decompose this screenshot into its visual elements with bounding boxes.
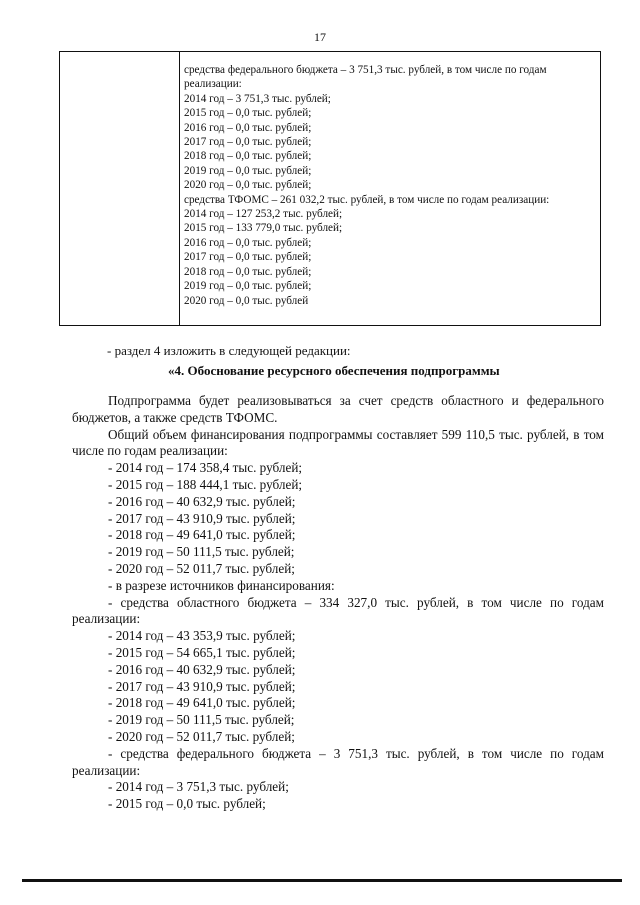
regional-year-item: - 2017 год – 43 910,9 тыс. рублей; <box>108 678 296 694</box>
table-line: реализации: <box>184 78 242 91</box>
table-line: 2015 год – 0,0 тыс. рублей; <box>184 107 312 120</box>
table-line: средства ТФОМС – 261 032,2 тыс. рублей, в том числе по годам реализации: <box>184 193 550 206</box>
table-line: средства федерального бюджета – 3 751,3 тыс. рублей, в том числе по годам <box>184 64 547 76</box>
sources-intro: - в разрезе источников финансирования: <box>108 577 335 593</box>
table-column-divider <box>179 52 180 325</box>
table-line: 2019 год – 0,0 тыс. рублей; <box>184 164 312 177</box>
total-year-item: - 2020 год – 52 011,7 тыс. рублей; <box>108 560 295 576</box>
table-cell-content <box>184 63 596 308</box>
regional-budget-intro: - средства областного бюджета – 334 327,0 тыс. рублей, в том числе по годам реализации: <box>72 594 604 627</box>
table-line: 2020 год – 0,0 тыс. рублей; <box>184 179 312 192</box>
section-edit-instruction: - раздел 4 изложить в следующей редакции: <box>107 343 351 358</box>
funding-table <box>59 51 601 326</box>
total-year-item: - 2019 год – 50 111,5 тыс. рублей; <box>108 544 295 560</box>
paragraph-total: Общий объем финансирования подпрограммы составляет 599 110,5 тыс. рублей, в том числе по годам реализации: <box>72 426 604 459</box>
table-line: 2014 год – 3 751,3 тыс. рублей; <box>184 92 331 105</box>
table-line: 2016 год – 0,0 тыс. рублей; <box>184 236 312 249</box>
table-line: 2020 год – 0,0 тыс. рублей <box>184 294 309 307</box>
regional-year-item: - 2016 год – 40 632,9 тыс. рублей; <box>108 661 296 677</box>
regional-year-item: - 2018 год – 49 641,0 тыс. рублей; <box>108 695 296 711</box>
table-line: 2019 год – 0,0 тыс. рублей; <box>184 280 312 293</box>
table-line: 2018 год – 0,0 тыс. рублей; <box>184 265 312 278</box>
total-year-item: - 2018 год – 49 641,0 тыс. рублей; <box>108 527 296 543</box>
total-year-item: - 2017 год – 43 910,9 тыс. рублей; <box>108 510 296 526</box>
section-body <box>72 393 604 813</box>
federal-year-item: - 2015 год – 0,0 тыс. рублей; <box>108 796 266 812</box>
page-number: 17 <box>314 30 326 44</box>
federal-year-item: - 2014 год – 3 751,3 тыс. рублей; <box>108 779 289 795</box>
table-line: 2015 год – 133 779,0 тыс. рублей; <box>184 222 343 235</box>
footer-rule <box>22 879 622 882</box>
federal-budget-intro: - средства федерального бюджета – 3 751,3 тыс. рублей, в том числе по годам реализации: <box>72 745 604 778</box>
table-line: 2017 год – 0,0 тыс. рублей; <box>184 251 312 264</box>
total-year-item: - 2016 год – 40 632,9 тыс. рублей; <box>108 493 296 509</box>
regional-year-item: - 2019 год – 50 111,5 тыс. рублей; <box>108 712 295 728</box>
total-year-item: - 2015 год – 188 444,1 тыс. рублей; <box>108 476 303 492</box>
regional-year-item: - 2020 год – 52 011,7 тыс. рублей; <box>108 728 295 744</box>
regional-year-item: - 2014 год – 43 353,9 тыс. рублей; <box>108 628 296 644</box>
paragraph-sources: Подпрограмма будет реализовываться за счет средств областного и федерального бюджетов, а также средств ТФОМС. <box>72 393 604 425</box>
regional-year-item: - 2015 год – 54 665,1 тыс. рублей; <box>108 644 296 660</box>
table-line: 2018 год – 0,0 тыс. рублей; <box>184 150 312 163</box>
total-year-item: - 2014 год – 174 358,4 тыс. рублей; <box>108 460 303 476</box>
table-line: 2014 год – 127 253,2 тыс. рублей; <box>184 208 343 221</box>
table-line: 2017 год – 0,0 тыс. рублей; <box>184 136 312 149</box>
section-heading: «4. Обоснование ресурсного обеспечения подпрограммы <box>168 363 500 378</box>
table-line: 2016 год – 0,0 тыс. рублей; <box>184 121 312 134</box>
